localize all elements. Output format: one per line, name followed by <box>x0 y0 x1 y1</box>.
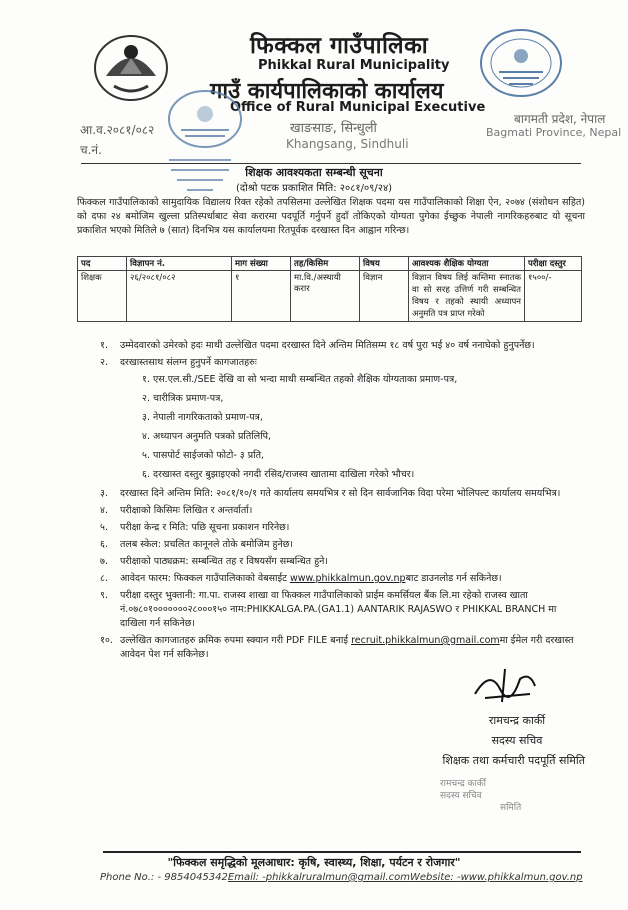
address-en: Khangsang, Sindhuli <box>286 137 409 151</box>
list-item: ४. परीक्षाको किसिमः लिखित र अन्तर्वार्ता। <box>100 505 253 516</box>
list-item: ५. परीक्षा केन्द्र र मिति: पछि सूचना प्रकाशन गरिनेछ। <box>100 522 290 533</box>
list-item: ६. तलब स्केल: प्रचलित कानूनले तोके बमोजिम हुनेछ। <box>100 539 294 550</box>
col-header-ad-number: विज्ञापन नं. <box>127 257 232 271</box>
province-en: Bagmati Province, Nepal <box>486 126 622 139</box>
documents-list <box>120 373 585 482</box>
list-item: २. दरखास्तसाथ संलग्न हुनुपर्ने कागजातहरुः १. एस.एल.सी./SEE देखि वा सो भन्दा माथी सम्बन्धित तहको शैक्षिक योग्यताका प्रमाण-पत्र, २. चारीत्रिक प्रमाण-पत्र, ३. नेपाली नागरिकताको प्रमाण-पत्र, ४. अध्यापन अनुमति पत्रको प्रतिलिपि, ५. पासपोर्ट साईजको फोटो- ३ प्रति, ६. दरखास्त दस्तुर बुझाइएको नगदी रसिद/राजस्व खातामा दाखिला गरेको भौचर। <box>100 356 585 482</box>
office-seal-stamp <box>165 88 245 150</box>
list-item: १०. उल्लेखित कागजातहरु क्रमिक रुपमा स्क्यान गरी PDF FILE बनाई recruit.phikkalmun@gmail.comमा ईमेल गरी दरखास्त आवेदन पेश गर्न सकिनेछ। <box>100 635 574 660</box>
list-item: ३. नेपाली नागरिकताको प्रमाण-पत्र, <box>142 412 263 423</box>
list-item: ८. आवेदन फारम: फिक्कल गाउँपालिकाको वेबसाईट www.phikkalmun.gov.npबाट डाउनलोड गर्न सकिनेछ। <box>100 573 502 584</box>
signatory-committee: शिक्षक तथा कर्मचारी पदपूर्ति समिति <box>442 754 585 767</box>
dispatch-number: च.नं. <box>80 143 102 157</box>
list-item: २. चारीत्रिक प्रमाण-पत्र, <box>142 393 224 404</box>
cell-qualification: विज्ञान विषय लिई कम्तिमा स्नातक वा सो सरह उत्तिर्ण गरी सम्बन्धित विषय र तहको स्थायी अध्यापन अनुमति पत्र प्राप्त गरेको <box>409 271 525 322</box>
website-label: Website: - <box>409 872 461 883</box>
fiscal-year: आ.व.२०८१/०८२ <box>80 123 155 137</box>
notice-title: शिक्षक आवश्यकता सम्बन्धी सूचना <box>245 166 383 179</box>
cell-subject: विज्ञान <box>360 271 409 322</box>
list-item: ६. दरखास्त दस्तुर बुझाइएको नगदी रसिद/राजस्व खातामा दाखिला गरेको भौचर। <box>142 469 415 480</box>
col-header-post: पद <box>78 257 127 271</box>
nepal-emblem-logo <box>92 30 170 102</box>
cell-post: शिक्षक <box>78 271 127 322</box>
table-row <box>78 271 582 322</box>
signatory-name: रामचन्द्र कार्की <box>488 714 546 727</box>
table-header-row <box>78 257 582 271</box>
reference-block <box>80 120 154 160</box>
website-link[interactable]: www.phikkalmun.gov.np <box>290 573 406 584</box>
signatory-role: सदस्य सचिव <box>491 734 543 747</box>
col-header-subject: विषय <box>360 257 409 271</box>
office-name-en: Office of Rural Municipal Executive <box>230 100 486 115</box>
list-item: १. एस.एल.सी./SEE देखि वा सो भन्दा माथी सम्बन्धित तहको शैक्षिक योग्यताका प्रमाण-पत्र, <box>142 374 458 385</box>
cell-level: मा.वि./अस्थायी करार <box>291 271 360 322</box>
signature-scribble <box>470 664 540 704</box>
conditions-list <box>100 339 585 665</box>
footer-divider <box>103 851 581 853</box>
list-item: ४. अध्यापन अनुमति पत्रको प्रतिलिपि, <box>142 431 272 442</box>
phone-number: Phone No.: - 9854045342 <box>100 872 228 883</box>
office-name-np: गाउँ कार्यपालिकाको कार्यालय <box>210 79 444 104</box>
address-np: खाङसाङ, सिन्धुली <box>290 121 377 136</box>
cell-ad-number: २६/२०८१/०८२ <box>127 271 232 322</box>
list-item: ७. परीक्षाको पाठ्यक्रम: सम्बन्धित तह र विषयसँग सम्बन्धित हुने। <box>100 556 329 567</box>
province-np: बागमती प्रदेश, नेपाल <box>514 112 606 126</box>
email-label: Email: - <box>227 872 266 883</box>
cell-fee: १५००/- <box>525 271 582 322</box>
list-item: ९. परीक्षा दस्तुर भुक्तानी: गा.पा. राजस्व शाखा वा फिक्कल गाउँपालिकाको प्राईम कमर्सियल बैंक लि.मा रहेको राजस्व खाता नं.०७८०१०००००००२८०००१५० नाम:PHIKKALGA.PA.(GA1.1) AANTARIK RAJASWO र PHIKKAL BRANCH मा दाखिला गर्न सकिनेछ। <box>100 590 557 629</box>
list-item: १. उम्मेदवारको उमेरको हदः माथी उल्लेखित पदमा दरखास्त दिने अन्तिम मितिसम्म १८ वर्ष पुरा भई ४० वर्ष ननाघेको हुनुपर्नेछ। <box>100 340 535 351</box>
municipality-name-np: फिक्कल गाउँपालिका <box>250 33 429 59</box>
header-divider <box>81 163 581 164</box>
footer-website-link[interactable]: www.phikkalmun.gov.np <box>460 872 583 883</box>
municipality-name-en: Phikkal Rural Municipality <box>258 58 450 73</box>
footer-slogan: "फिक्कल समृद्धिको मूलआधार: कृषि, स्वास्थ्य, शिक्षा, पर्यटन र रोजगार" <box>167 856 461 869</box>
notice-intro: फिक्कल गाउँपालिकाको सामुदायिक विद्यालय रिक्त रहेको तपसिलमा उल्लेखित शिक्षक पदमा यस गाउँपालिकाको शिक्षा ऐन, २०७४ (संशोधन सहित) को दफा २४ बमोजिम खुल्ला प्रतिस्पर्धाबाट सेवा करारमा पदपूर्ति गर्नुपर्ने हुदाँ तोकिएको योग्यता पुगेका ईच्छुक नेपाली नागरिकहरुबाट यो सूचना प्रकाशित भएको मितिले ७ (सात) दिनभित्र यस कार्यालयमा रितपूर्वक दरखास्त दिन आह्वान गरिन्छ। <box>77 197 585 236</box>
list-item: ३. दरखास्त दिने अन्तिम मिति: २०८१/१०/१ गते कार्यालय समयभित्र र सो दिन सार्वजानिक विदा परेमा भोलिपल्ट कार्यालय समयभित्र। <box>100 488 561 499</box>
municipality-seal-stamp <box>477 26 565 100</box>
footer-email-link[interactable]: phikkalruralmun@gmail.com <box>265 872 410 883</box>
notice-subtitle: (दोश्रो पटक प्रकाशित मिति: २०८१/०९/२४) <box>235 183 393 194</box>
col-header-level: तह/किसिम <box>291 257 360 271</box>
vacancy-table <box>77 256 582 322</box>
list-item: ५. पासपोर्ट साईजको फोटो- ३ प्रति, <box>142 450 265 461</box>
col-header-fee: परीक्षा दस्तुर <box>525 257 582 271</box>
email-link[interactable]: recruit.phikkalmun@gmail.com <box>351 635 500 646</box>
footer-contact <box>100 872 583 883</box>
col-header-qualification: आवश्यक शैक्षिक योग्यता <box>409 257 525 271</box>
signature-stamp: रामचन्द्र कार्की सदस्य सचिव समिति <box>440 779 522 813</box>
cell-demand: १ <box>232 271 291 322</box>
col-header-demand: माग संख्या <box>232 257 291 271</box>
